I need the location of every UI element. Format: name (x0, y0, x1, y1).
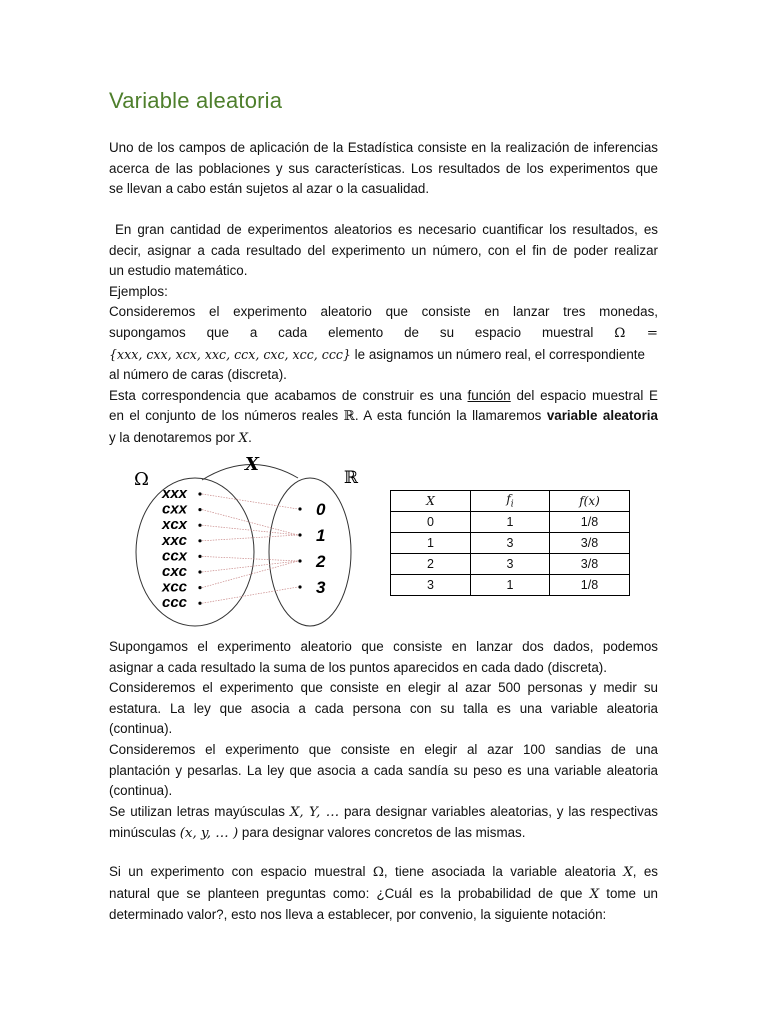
reals-label: ℝ (344, 468, 359, 488)
word: de (404, 324, 419, 340)
text-fragment: minúsculas (109, 825, 180, 841)
text-line (109, 428, 658, 450)
table-cell: 1/8 (550, 575, 630, 596)
outcome-label: ccc (162, 594, 188, 612)
value-dot (298, 585, 301, 588)
text-line: determinado valor?, esto nos lleva a establecer, por convenio, la siguiente notación: (109, 907, 607, 923)
table-cell: 3 (471, 554, 550, 575)
table-cell: 1/8 (550, 512, 630, 533)
text-fragment: . A esta función la llamaremos (354, 408, 547, 424)
outcome-dot (198, 508, 201, 511)
text-fragment: y la denotaremos por (109, 429, 239, 445)
text-line: se llevan a cabo están sujetos al azar o la casualidad. (109, 181, 430, 197)
header-text: f(x) (579, 494, 600, 508)
omega-label: Ω (134, 469, 149, 490)
outcome-label: cxx (162, 500, 188, 518)
var-x: X (589, 886, 600, 902)
frequency-table (390, 490, 630, 596)
word: espacio (474, 324, 522, 340)
text-line (109, 802, 658, 824)
text-fragment: para designar valores concretos de las mismas. (238, 825, 526, 841)
mapping-diagram (120, 452, 378, 628)
text-fragment: Si un experimento con espacio muestral (109, 864, 373, 879)
outcome-label: xxc (162, 531, 188, 549)
table-cell: 1 (471, 575, 550, 596)
table-cell: 0 (391, 512, 471, 533)
table-cell: 1 (471, 512, 550, 533)
header-fi: $f_i$ (471, 491, 550, 512)
value-label: 0 (316, 500, 326, 519)
funcion-link-text: función (467, 387, 511, 403)
text-fragment: natural que se planteen preguntas como: ¿Cuál es la probabilidad de que (109, 885, 590, 901)
outcome-label: xcc (162, 578, 188, 596)
text-line (109, 862, 658, 884)
mapping-line (202, 561, 298, 572)
table-cell: 2 (391, 554, 471, 575)
mapping-line (202, 556, 298, 561)
outcome-label: xxx (162, 485, 188, 502)
text-line (109, 406, 658, 428)
outcomes-group (161, 485, 202, 611)
text-line: Uno de los campos de aplicación de la Estadística consiste en la realización de inferencias (109, 140, 658, 155)
outcome-label: ccx (162, 547, 188, 565)
sample-space-set: {xxx, cxx, xcx, xxc, ccx, cxc, xcc, ccc} (109, 346, 351, 362)
text-line: acerca de las poblaciones y sus características. Los resultados de los experimentos que (109, 160, 658, 176)
text-fragment: del espacio muestral E (510, 387, 658, 403)
notation-paragraph (109, 862, 658, 926)
text-line: En gran cantidad de experimentos aleatorios es necesario cuantificar los resultados, es (109, 222, 658, 237)
text-fragment: . (248, 429, 252, 445)
table-cell: 3 (471, 533, 550, 554)
table-row (391, 533, 630, 554)
text-line: Consideremos el experimento aleatorio que consiste en lanzar tres monedas, (109, 304, 658, 320)
values-group (298, 500, 326, 597)
word: muestral (541, 324, 594, 340)
mapping-line (202, 510, 298, 535)
text-fragment: , es (632, 864, 658, 879)
table-row (391, 554, 630, 575)
outcome-dot (198, 586, 201, 589)
omega-equals: Ω = (614, 325, 658, 341)
mapping-lines (202, 494, 298, 603)
reals-symbol: ℝ (343, 409, 355, 425)
table-row (391, 575, 630, 596)
text-fragment: para designar variables aleatorias, y las respectivas (339, 803, 658, 819)
ejemplos-label: Ejemplos: (109, 283, 168, 299)
text-line: estatura. La ley que asocia a cada persona con su talla es una variable aleatoria (109, 700, 658, 716)
table-cell: 3/8 (550, 533, 630, 554)
table-cell: 3 (391, 575, 471, 596)
outcome-dot (198, 492, 201, 495)
outcome-dot (198, 570, 201, 573)
word: a (249, 324, 258, 340)
value-dot (298, 507, 301, 510)
text-fragment: Esta correspondencia que acabamos de construir es una (109, 387, 468, 403)
text-line (109, 323, 658, 345)
text-line: Consideremos el experimento que consiste en elegir al azar 100 sandias de una (109, 741, 658, 757)
word: su (439, 324, 455, 340)
text-line: (continua). (109, 721, 173, 737)
text-fragment: tome un (599, 885, 658, 901)
outcome-label: cxc (162, 563, 188, 580)
outcome-label: xcx (162, 516, 188, 534)
intro-paragraph (109, 138, 658, 200)
table-cell: 1 (391, 533, 471, 554)
function-label: X (245, 454, 259, 475)
examples-paragraph (109, 637, 658, 845)
mapping-line (202, 525, 298, 535)
page-title: Variable aleatoria (109, 88, 283, 113)
header-x (391, 491, 471, 512)
reals-ellipse (269, 478, 351, 626)
var-x: X (238, 430, 249, 446)
omega-ellipse (136, 478, 254, 626)
omega-symbol: Ω (372, 865, 384, 880)
text-line (109, 345, 658, 366)
quantify-paragraph (109, 220, 658, 450)
word: supongamos (109, 324, 186, 340)
text-line: decir, asignar a cada resultado del experimento un número, con el fin de poder realizar (109, 242, 658, 258)
text-line (109, 386, 658, 407)
text-line: plantación y pesarlas. La ley que asocia a cada sandía su peso es una variable aleatoria (109, 762, 658, 778)
math-lower: (x, y, … ) (179, 826, 239, 842)
outcome-dot (198, 524, 201, 527)
word: cada (278, 324, 308, 340)
mapping-diagram-svg (120, 452, 378, 628)
value-label: 1 (316, 526, 326, 545)
header-text: X (426, 494, 435, 508)
text-line: Consideremos el experimento que consiste en elegir al azar 500 personas y medir su (109, 680, 658, 696)
value-label: 2 (316, 552, 326, 571)
mapping-line (202, 561, 298, 588)
value-label: 3 (316, 578, 326, 597)
mapping-line (202, 535, 298, 541)
text-fragment: Se utilizan letras mayúsculas (109, 803, 290, 819)
text-line: asignar a cada resultado la suma de los puntos aparecidos en cada dado (discreta). (109, 659, 607, 675)
table-header-row (391, 491, 630, 512)
value-dot (298, 559, 301, 562)
text-line: (continua). (109, 783, 173, 799)
text-fragment: , tiene asociada la variable aleatoria (383, 864, 624, 879)
word: que (206, 324, 229, 340)
word: elemento (328, 324, 384, 340)
text-fragment: en el conjunto de los números reales (109, 408, 344, 424)
table-row (391, 512, 630, 533)
mapping-line (202, 587, 298, 603)
outcome-dot (198, 539, 201, 542)
text-line: Supongamos el experimento aleatorio que consiste en lanzar dos dados, podemos (109, 639, 658, 654)
outcome-dot (198, 555, 201, 558)
math-caps: X, Y, … (289, 804, 340, 820)
value-dot (298, 533, 301, 536)
bold-term: variable aleatoria (546, 408, 658, 424)
var-x: X (623, 865, 633, 880)
outcome-dot (198, 602, 201, 605)
text-fragment: le asignamos un número real, el correspondiente (350, 346, 645, 362)
text-line: al número de caras (discreta). (109, 367, 287, 383)
header-fx (550, 491, 630, 512)
text-line (109, 823, 658, 845)
text-line (109, 884, 658, 906)
table-cell: 3/8 (550, 554, 630, 575)
text-line: un estudio matemático. (109, 263, 248, 279)
